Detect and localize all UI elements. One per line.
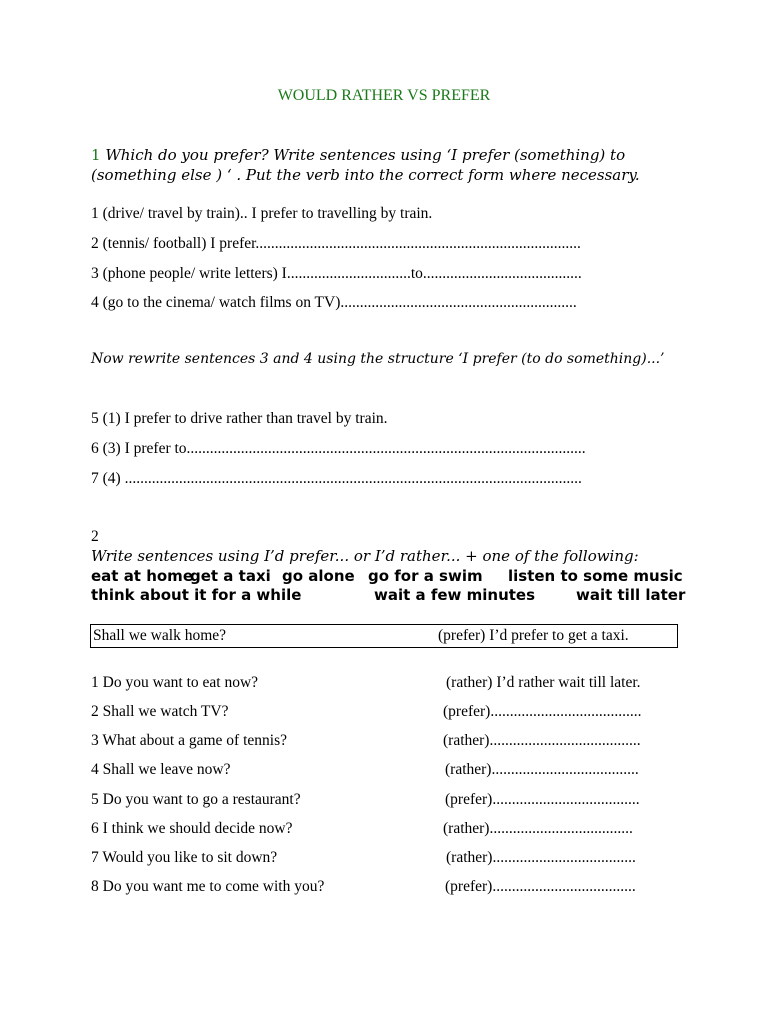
question-3: 3 What about a game of tennis? <box>91 732 287 749</box>
phrase-go-alone: go alone <box>282 567 355 585</box>
rewrite-item-7: 7 (4) ...................................................................................................................... <box>91 470 582 487</box>
answer-8: (prefer)..................................... <box>445 878 636 895</box>
answer-7: (rather)..................................... <box>446 849 636 866</box>
example-answer: (prefer) I’d prefer to get a taxi. <box>438 627 629 644</box>
section1-instruction-line2: (something else ) ‘ . Put the verb into the correct form where necessary. <box>91 166 640 184</box>
question-8: 8 Do you want me to come with you? <box>91 878 325 895</box>
phrase-get-a-taxi: get a taxi <box>190 567 271 585</box>
phrase-go-for-a-swim: go for a swim <box>368 567 483 585</box>
section1-number: 1 <box>91 146 101 164</box>
answer-3: (rather)....................................... <box>443 732 641 749</box>
question-5: 5 Do you want to go a restaurant? <box>91 791 301 808</box>
exercise-item-2: 2 (tennis/ football) I prefer.................................................................................... <box>91 235 581 252</box>
question-4: 4 Shall we leave now? <box>91 761 231 778</box>
section2-number: 2 <box>91 528 99 545</box>
rewrite-item-5: 5 (1) I prefer to drive rather than travel by train. <box>91 410 388 427</box>
answer-6: (rather)..................................... <box>443 820 633 837</box>
question-7: 7 Would you like to sit down? <box>91 849 278 866</box>
question-6: 6 I think we should decide now? <box>91 820 293 837</box>
example-question: Shall we walk home? <box>93 627 227 644</box>
section2-instruction: Write sentences using I’d prefer... or I’d rather... + one of the following: <box>91 547 639 565</box>
phrase-eat-at-home: eat at home <box>91 567 193 585</box>
page-title: WOULD RATHER VS PREFER <box>277 87 491 104</box>
question-1: 1 Do you want to eat now? <box>91 674 259 691</box>
exercise-item-4: 4 (go to the cinema/ watch films on TV)............................................................. <box>91 294 577 311</box>
exercise-item-1: 1 (drive/ travel by train).. I prefer to travelling by train. <box>91 205 433 222</box>
rewrite-instruction: Now rewrite sentences 3 and 4 using the structure ‘I prefer (to do something)...’ <box>91 351 665 367</box>
rewrite-item-6: 6 (3) I prefer to....................................................................................................... <box>91 440 586 457</box>
answer-2: (prefer)....................................... <box>443 703 642 720</box>
phrase-wait-a-few-minutes: wait a few minutes <box>374 586 536 604</box>
phrase-listen-to-some-music: listen to some music <box>508 567 683 585</box>
phrase-think-about-it: think about it for a while <box>91 586 302 604</box>
phrase-wait-till-later: wait till later <box>576 586 686 604</box>
answer-1: (rather) I’d rather wait till later. <box>446 674 641 691</box>
answer-4: (rather)...................................... <box>445 761 639 778</box>
section1-instruction-text: Which do you prefer? Write sentences using ‘I prefer (something) to <box>100 146 626 164</box>
answer-5: (prefer)...................................... <box>445 791 640 808</box>
question-2: 2 Shall we watch TV? <box>91 703 229 720</box>
section1-instruction-line1 <box>91 146 625 164</box>
exercise-item-3: 3 (phone people/ write letters) I................................to......................................... <box>91 265 582 282</box>
